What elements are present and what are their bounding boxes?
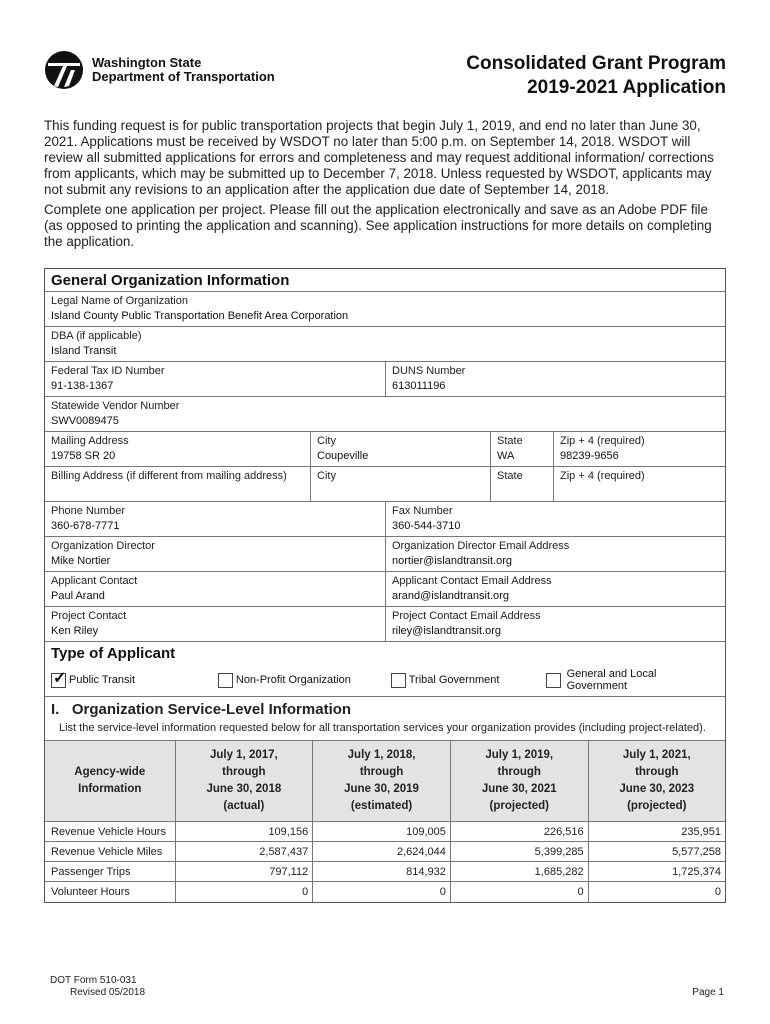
vendor-field[interactable] xyxy=(45,397,725,431)
director-email-value: nortier@islandtransit.org xyxy=(392,555,512,567)
service-level-subtitle: List the service-level information requested below for all transportation services your organization provides (including project-related). xyxy=(59,722,706,734)
col-header-line: (estimated) xyxy=(350,800,413,812)
table-cell-input[interactable]: 1,685,282 xyxy=(450,862,588,882)
table-cell-input[interactable]: 0 xyxy=(313,882,451,902)
billing-address-field[interactable] xyxy=(45,467,310,501)
mailing-address-label: Mailing Address xyxy=(51,435,129,447)
col-header-line: through xyxy=(222,766,266,778)
col-header-line: July 1, 2021, xyxy=(622,749,691,761)
fax-label: Fax Number xyxy=(392,505,453,517)
applicant-email-label: Applicant Contact Email Address xyxy=(392,575,552,587)
table-row xyxy=(45,862,725,882)
vendor-label: Statewide Vendor Number xyxy=(51,400,180,412)
revised-date: Revised 05/2018 xyxy=(70,987,146,998)
table-cell-input[interactable]: 814,932 xyxy=(313,862,451,882)
wsdot-logo xyxy=(44,50,275,90)
duns-value: 613011196 xyxy=(392,380,446,392)
project-contact-value: Ken Riley xyxy=(51,625,99,637)
table-cell-input[interactable]: 0 xyxy=(450,882,588,902)
col-header-line: June 30, 2021 xyxy=(481,783,557,795)
public-transit-checkbox[interactable] xyxy=(51,669,67,688)
col-header-line: July 1, 2019, xyxy=(485,749,554,761)
col-header-line: June 30, 2019 xyxy=(344,783,419,795)
city-label: City xyxy=(317,435,336,447)
billing-city-field[interactable] xyxy=(310,467,490,501)
applicant-email-value: arand@islandtransit.org xyxy=(392,590,509,602)
project-contact-label: Project Contact xyxy=(51,610,127,622)
tax-id-label: Federal Tax ID Number xyxy=(51,365,165,377)
col-header-line: (actual) xyxy=(223,800,265,812)
table-cell-input[interactable]: 0 xyxy=(175,882,313,902)
city-field[interactable] xyxy=(310,432,490,466)
billing-zip-field[interactable] xyxy=(553,467,725,501)
col-header-2021 xyxy=(588,741,725,822)
billing-state-label: State xyxy=(497,470,523,482)
option-public-transit[interactable] xyxy=(51,669,218,688)
zip-label: Zip + 4 (required) xyxy=(560,435,645,447)
table-row xyxy=(45,822,725,842)
phone-value: 360-678-7771 xyxy=(51,520,120,532)
legal-name-label: Legal Name of Organization xyxy=(51,295,188,307)
billing-address-label: Billing Address (if different from mailing address) xyxy=(51,470,287,482)
director-field[interactable] xyxy=(45,537,385,571)
col-header-line: June 30, 2023 xyxy=(619,783,695,795)
intro-text xyxy=(44,118,728,250)
form-number xyxy=(50,975,145,999)
page-number: Page 1 xyxy=(692,987,724,998)
fax-value: 360-544-3710 xyxy=(392,520,461,532)
option-tribal-government[interactable] xyxy=(391,673,546,688)
table-cell-input[interactable]: 797,112 xyxy=(175,862,313,882)
table-cell-input[interactable]: 2,587,437 xyxy=(175,842,313,862)
project-email-field[interactable] xyxy=(385,607,725,641)
non-profit-label: Non-Profit Organization xyxy=(235,674,351,686)
col-header-agency xyxy=(45,741,175,822)
table-cell-input[interactable]: 1,725,374 xyxy=(588,862,725,882)
intro-paragraph-1: This funding request is for public transportation projects that begin July 1, 2019, and end no later than June 30, 2021. Applications must be received by WSDOT no later than 5:00 p.m. on September 14, 2018. WSDOT will review all submitted applications for errors and completeness and may request additional information/ corrections from applicants, which may be submitted up to December 7, 2018. Unless requested by WSDOT, applicants may not submit any revisions to an application after the application due date of September 14, 2018. xyxy=(44,118,714,197)
applicant-contact-label: Applicant Contact xyxy=(51,575,138,587)
tribal-government-checkbox[interactable] xyxy=(391,673,406,688)
intro-paragraph-2: Complete one application per project. Please fill out the application electronically and save as an Adobe PDF file (as opposed to printing the application and scanning). See application instructions for more details on completing the application. xyxy=(44,202,712,249)
zip-field[interactable] xyxy=(553,432,725,466)
table-cell-input[interactable]: 226,516 xyxy=(450,822,588,842)
state-value: WA xyxy=(497,450,515,462)
table-cell-input[interactable]: 5,399,285 xyxy=(450,842,588,862)
col-header-2017 xyxy=(175,741,313,822)
vendor-value: SWV0089475 xyxy=(51,415,119,427)
table-cell-input[interactable]: 2,624,044 xyxy=(313,842,451,862)
project-contact-field[interactable] xyxy=(45,607,385,641)
option-non-profit[interactable] xyxy=(218,673,391,688)
tax-id-field[interactable] xyxy=(45,362,385,396)
logo-line-2: Department of Transportation xyxy=(92,69,275,84)
general-local-government-label: General and Local Government xyxy=(566,668,657,692)
col-header-line: through xyxy=(497,766,541,778)
document-title xyxy=(466,52,726,100)
service-level-heading: I. Organization Service-Level Information xyxy=(45,696,725,720)
applicant-email-field[interactable] xyxy=(385,572,725,606)
title-line-1: Consolidated Grant Program xyxy=(466,53,726,74)
row-label: Volunteer Hours xyxy=(45,882,175,902)
checkmark-icon: ✓ xyxy=(53,669,67,687)
col-header-line: (projected) xyxy=(489,800,549,812)
form-number-text: DOT Form 510-031 xyxy=(50,975,137,986)
col-header-line: July 1, 2017, xyxy=(209,749,278,761)
row-label: Revenue Vehicle Hours xyxy=(45,822,175,842)
col-header-line: through xyxy=(359,766,404,778)
duns-label: DUNS Number xyxy=(392,365,466,377)
wsdot-emblem-icon xyxy=(44,50,84,90)
col-header-line: Agency-wide xyxy=(74,766,146,778)
zip-value: 98239-9656 xyxy=(560,450,619,462)
phone-label: Phone Number xyxy=(51,505,125,517)
table-cell-input[interactable]: 0 xyxy=(588,882,725,902)
col-header-2019 xyxy=(450,741,588,822)
project-email-value: riley@islandtransit.org xyxy=(392,625,501,637)
table-cell-input[interactable]: 109,156 xyxy=(175,822,313,842)
dba-label: DBA (if applicable) xyxy=(51,330,142,342)
service-level-table xyxy=(45,740,725,902)
page-header xyxy=(44,48,726,108)
duns-field[interactable] xyxy=(385,362,725,396)
application-form xyxy=(44,268,726,903)
col-header-line: June 30, 2018 xyxy=(206,783,282,795)
table-header-row xyxy=(45,741,725,822)
applicant-type-options xyxy=(45,664,725,696)
row-label: Passenger Trips xyxy=(45,862,175,882)
director-email-field[interactable] xyxy=(385,537,725,571)
type-of-applicant-heading: Type of Applicant xyxy=(45,641,725,664)
col-header-2018 xyxy=(313,741,451,822)
col-header-line: July 1, 2018, xyxy=(347,749,416,761)
project-email-label: Project Contact Email Address xyxy=(392,610,541,622)
applicant-contact-field[interactable] xyxy=(45,572,385,606)
mailing-address-value: 19758 SR 20 xyxy=(51,450,116,462)
tribal-government-label: Tribal Government xyxy=(408,674,500,686)
tax-id-value: 91-138-1367 xyxy=(51,380,114,392)
option-general-local-government[interactable] xyxy=(546,668,719,692)
table-cell-input[interactable]: 235,951 xyxy=(588,822,725,842)
billing-zip-label: Zip + 4 (required) xyxy=(560,470,645,482)
dba-value: Island Transit xyxy=(51,345,117,357)
phone-field[interactable] xyxy=(45,502,385,536)
title-line-2: 2019-2021 Application xyxy=(527,77,726,98)
billing-state-field[interactable] xyxy=(490,467,553,501)
general-local-government-checkbox[interactable] xyxy=(546,673,561,688)
col-header-line: through xyxy=(635,766,679,778)
table-row xyxy=(45,882,725,902)
dba-field[interactable] xyxy=(45,327,725,361)
billing-address-value xyxy=(51,483,304,499)
director-label: Organization Director xyxy=(51,540,155,552)
city-value: Coupeville xyxy=(317,450,369,462)
non-profit-checkbox[interactable] xyxy=(218,673,233,688)
logo-line-1: Washington State xyxy=(92,55,202,70)
legal-name-value: Island County Public Transportation Benefit Area Corporation xyxy=(51,310,349,322)
mailing-address-field[interactable] xyxy=(45,432,310,466)
applicant-contact-value: Paul Arand xyxy=(51,590,105,602)
general-org-heading: General Organization Information xyxy=(51,272,290,289)
col-header-line: Information xyxy=(78,783,142,795)
table-cell-input[interactable]: 109,005 xyxy=(313,822,451,842)
director-email-label: Organization Director Email Address xyxy=(392,540,570,552)
public-transit-label: Public Transit xyxy=(69,674,136,686)
fax-field[interactable] xyxy=(385,502,725,536)
table-row xyxy=(45,842,725,862)
state-label: State xyxy=(497,435,523,447)
state-field[interactable] xyxy=(490,432,553,466)
legal-name-field[interactable] xyxy=(45,292,725,326)
col-header-line: (projected) xyxy=(627,800,687,812)
row-label: Revenue Vehicle Miles xyxy=(45,842,175,862)
table-cell-input[interactable]: 5,577,258 xyxy=(588,842,725,862)
billing-city-label: City xyxy=(317,470,336,482)
director-value: Mike Nortier xyxy=(51,555,111,567)
